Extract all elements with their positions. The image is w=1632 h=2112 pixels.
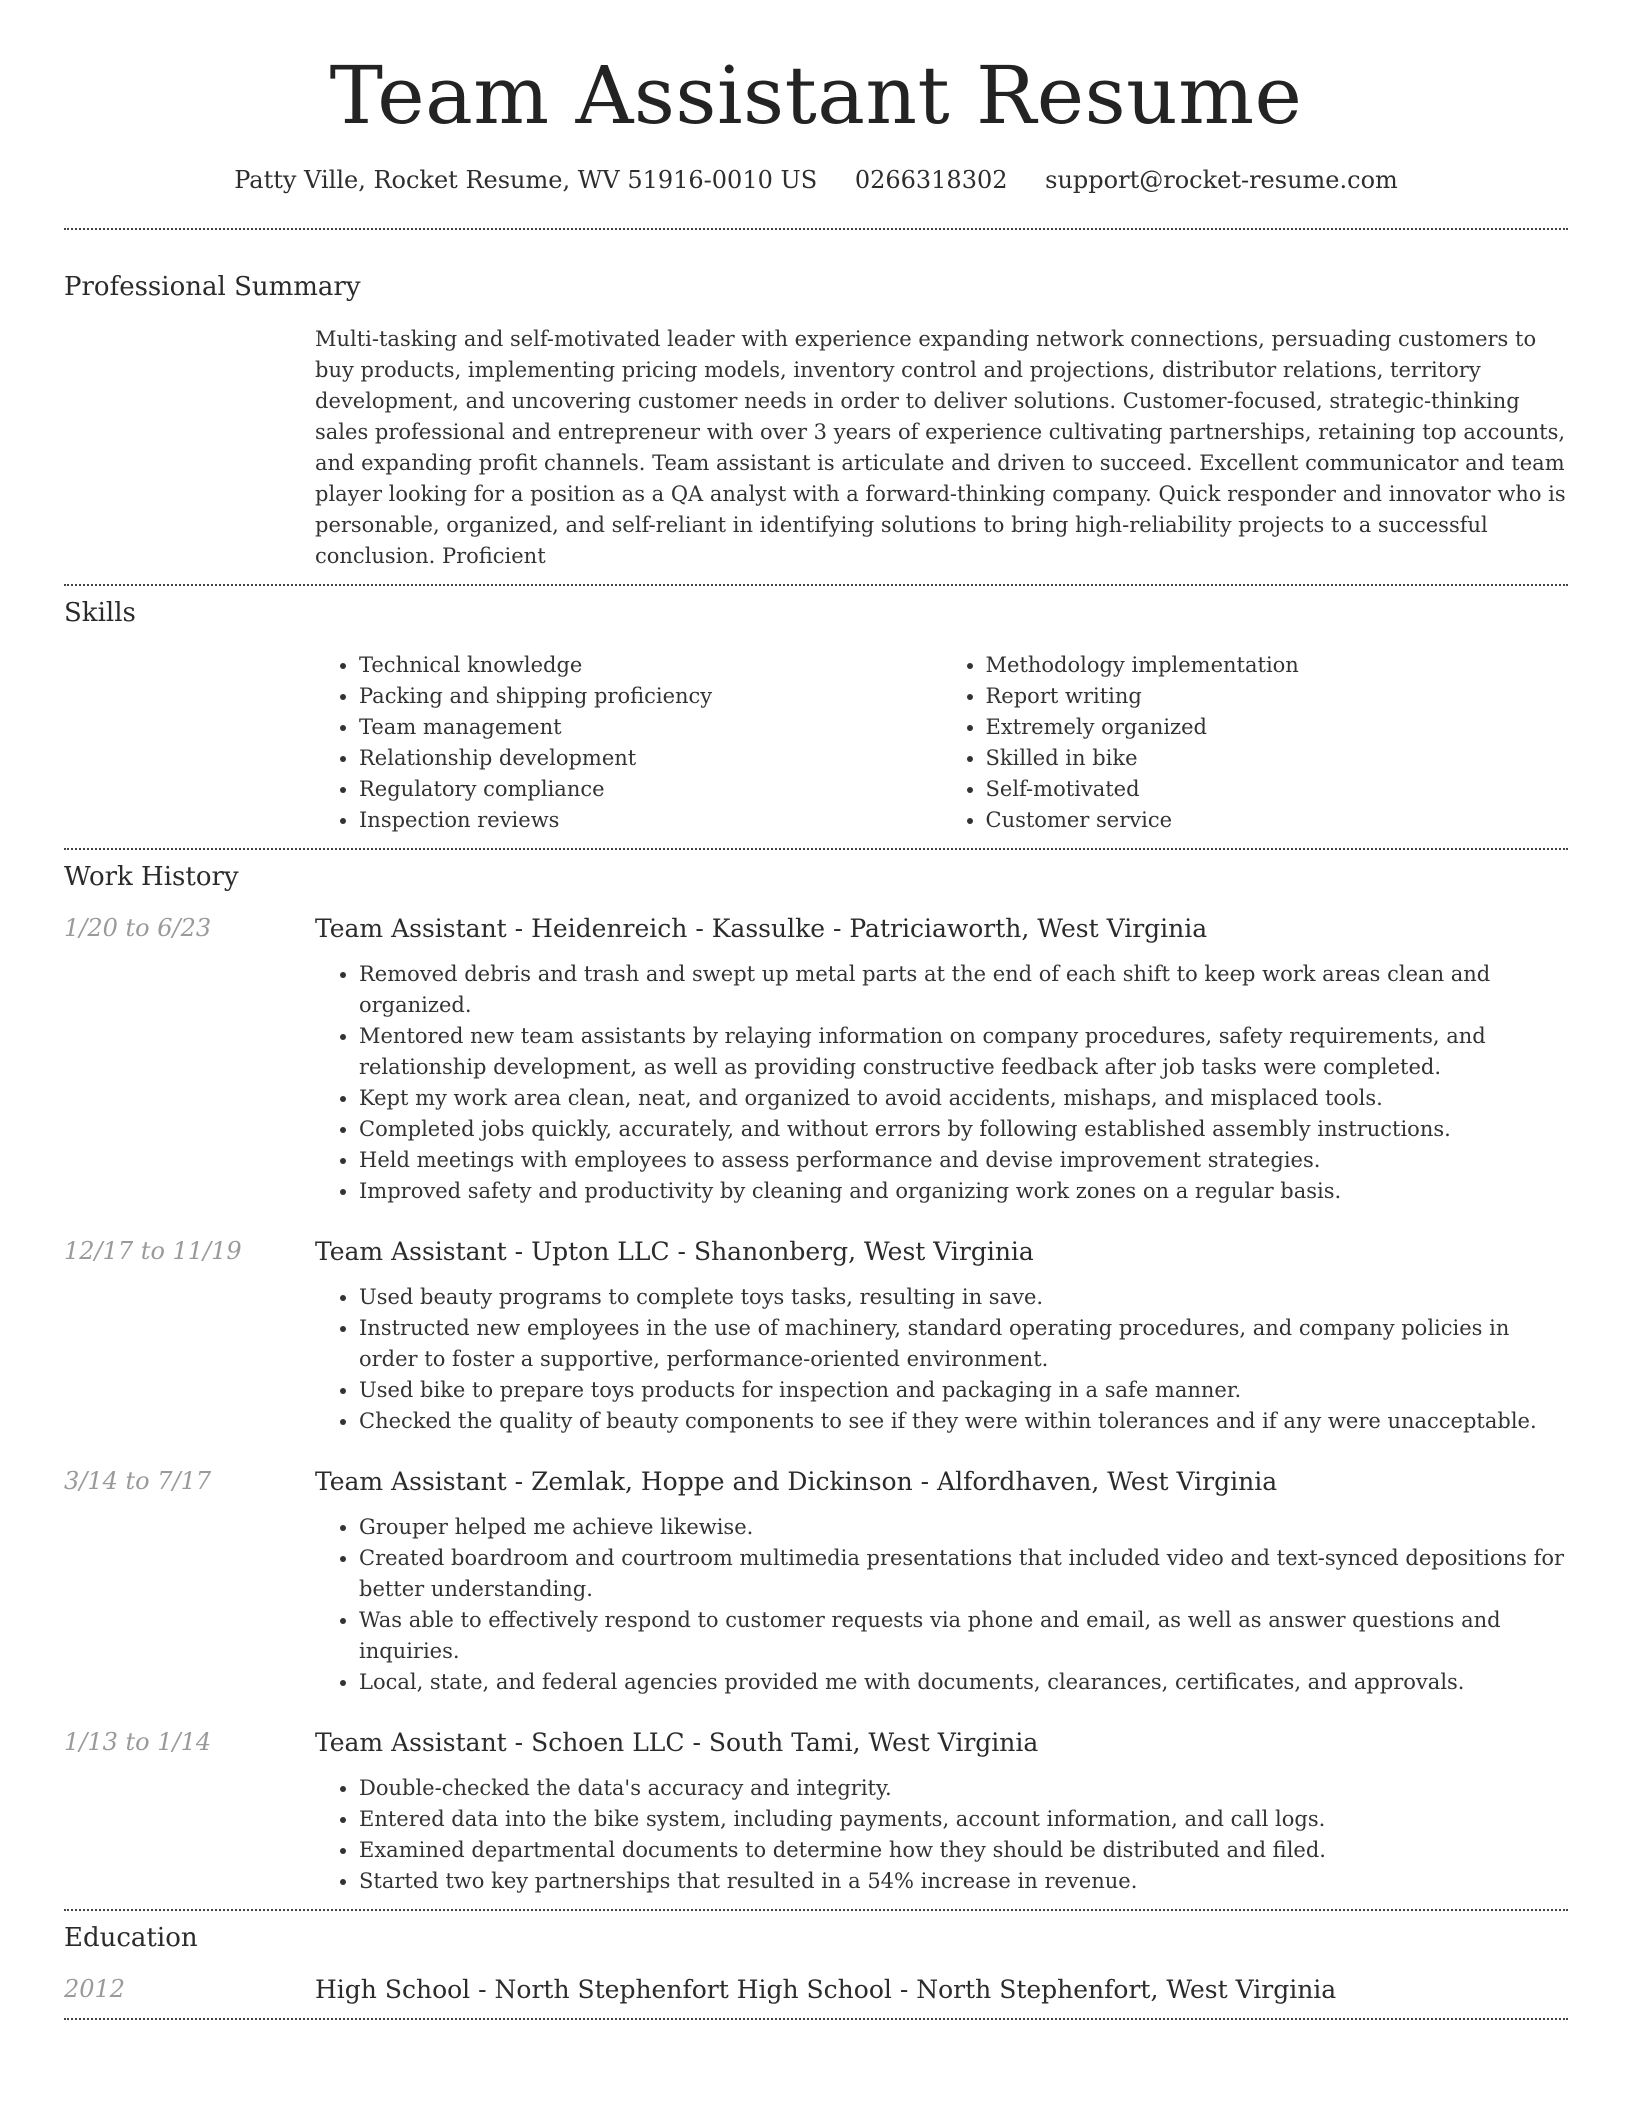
job-date: 1/20 to 6/23 bbox=[64, 914, 212, 942]
job-body bbox=[315, 1467, 1568, 1698]
skills-section bbox=[0, 598, 1632, 836]
resume-title: Team Assistant Resume bbox=[329, 49, 1303, 142]
job-body bbox=[315, 1728, 1568, 1897]
contact-email: support@rocket-resume.com bbox=[1045, 166, 1398, 194]
job-bullet: • Examined departmental documents to determine how they should be distributed and filed. bbox=[359, 1835, 1568, 1866]
education-heading: Education bbox=[64, 1923, 198, 1953]
skills-column-left bbox=[315, 650, 942, 836]
summary-heading: Professional Summary bbox=[64, 272, 361, 302]
education-body bbox=[315, 1975, 1568, 2004]
skill-item: • Self-motivated bbox=[986, 774, 1569, 805]
job-bullets bbox=[315, 1512, 1568, 1698]
job-bullet: • Grouper helped me achieve likewise. bbox=[359, 1512, 1568, 1543]
skill-item: • Regulatory compliance bbox=[359, 774, 942, 805]
work-heading: Work History bbox=[64, 862, 239, 892]
skills-heading: Skills bbox=[64, 598, 136, 628]
job-body bbox=[315, 914, 1568, 1207]
job-entry bbox=[64, 914, 1568, 1207]
job-bullet: • Kept my work area clean, neat, and organized to avoid accidents, mishaps, and misplaced tools. bbox=[359, 1083, 1568, 1114]
skill-item: • Skilled in bike bbox=[986, 743, 1569, 774]
work-section bbox=[0, 862, 1632, 1897]
job-bullet: • Entered data into the bike system, including payments, account information, and call logs. bbox=[359, 1804, 1568, 1835]
skill-item: • Technical knowledge bbox=[359, 650, 942, 681]
job-bullets bbox=[315, 1282, 1568, 1437]
summary-section bbox=[0, 272, 1632, 572]
education-date: 2012 bbox=[64, 1975, 126, 2003]
job-date: 3/14 to 7/17 bbox=[64, 1467, 212, 1495]
education-section bbox=[0, 1923, 1632, 2004]
job-bullet: • Started two key partnerships that resulted in a 54% increase in revenue. bbox=[359, 1866, 1568, 1897]
job-bullets bbox=[315, 959, 1568, 1207]
skills-column-right bbox=[942, 650, 1569, 836]
skill-item: • Relationship development bbox=[359, 743, 942, 774]
job-date: 12/17 to 11/19 bbox=[64, 1237, 242, 1265]
job-bullets bbox=[315, 1773, 1568, 1897]
skill-item: • Report writing bbox=[986, 681, 1569, 712]
job-title: Team Assistant - Zemlak, Hoppe and Dickinson - Alfordhaven, West Virginia bbox=[315, 1467, 1278, 1496]
education-title: High School - North Stephenfort High School - North Stephenfort, West Virginia bbox=[315, 1975, 1337, 2004]
contact-address: Patty Ville, Rocket Resume, WV 51916-0010 US bbox=[234, 166, 818, 194]
contact-line bbox=[0, 166, 1632, 194]
education-entry bbox=[64, 1975, 1568, 2004]
job-title: Team Assistant - Upton LLC - Shanonberg, West Virginia bbox=[315, 1237, 1034, 1266]
job-bullet: • Improved safety and productivity by cleaning and organizing work zones on a regular basis. bbox=[359, 1176, 1568, 1207]
skill-item: • Methodology implementation bbox=[986, 650, 1569, 681]
job-bullet: • Created boardroom and courtroom multimedia presentations that included video and text-synced depositions for better understanding. bbox=[359, 1543, 1568, 1605]
job-title: Team Assistant - Schoen LLC - South Tami, West Virginia bbox=[315, 1728, 1039, 1757]
skill-item: • Inspection reviews bbox=[359, 805, 942, 836]
job-bullet: • Completed jobs quickly, accurately, and without errors by following established assembly instructions. bbox=[359, 1114, 1568, 1145]
job-bullet: • Instructed new employees in the use of machinery, standard operating procedures, and company policies in order to foster a supportive, performance-oriented environment. bbox=[359, 1313, 1568, 1375]
divider bbox=[64, 1909, 1568, 1911]
job-bullet: • Was able to effectively respond to customer requests via phone and email, as well as answer questions and inquiries. bbox=[359, 1605, 1568, 1667]
job-bullet: • Held meetings with employees to assess performance and devise improvement strategies. bbox=[359, 1145, 1568, 1176]
skill-item: • Customer service bbox=[986, 805, 1569, 836]
job-bullet: • Removed debris and trash and swept up metal parts at the end of each shift to keep work areas clean and organized. bbox=[359, 959, 1568, 1021]
job-entry bbox=[64, 1467, 1568, 1698]
summary-text: Multi-tasking and self-motivated leader with experience expanding network connections, persuading customers to buy products, implementing pricing models, inventory control and projections, distributor relations, territory development, and uncovering customer needs in order to deliver solutions. Customer-focused, strategic-thinking sales professional and entrepreneur with over 3 years of experience cultivating partnerships, retaining top accounts, and expanding profit channels. Team assistant is articulate and driven to succeed. Excellent communicator and team player looking for a position as a QA analyst with a forward-thinking company. Quick responder and innovator who is personable, organized, and self-reliant in identifying solutions to bring high-reliability projects to a successful conclusion. Proficient bbox=[315, 327, 1566, 568]
job-body bbox=[315, 1237, 1568, 1437]
contact-phone: 0266318302 bbox=[854, 166, 1008, 194]
job-bullet: • Mentored new team assistants by relaying information on company procedures, safety requirements, and relationship development, as well as providing constructive feedback after job tasks were completed. bbox=[359, 1021, 1568, 1083]
divider bbox=[64, 228, 1568, 230]
skill-item: • Extremely organized bbox=[986, 712, 1569, 743]
job-bullet: • Local, state, and federal agencies provided me with documents, clearances, certificates, and approvals. bbox=[359, 1667, 1568, 1698]
job-entry bbox=[64, 1728, 1568, 1897]
divider bbox=[64, 2018, 1568, 2020]
divider bbox=[64, 584, 1568, 586]
job-date: 1/13 to 1/14 bbox=[64, 1728, 212, 1756]
job-bullet: • Double-checked the data's accuracy and integrity. bbox=[359, 1773, 1568, 1804]
skills-grid bbox=[315, 650, 1568, 836]
skill-item: • Packing and shipping proficiency bbox=[359, 681, 942, 712]
job-bullet: • Used beauty programs to complete toys tasks, resulting in save. bbox=[359, 1282, 1568, 1313]
job-title: Team Assistant - Heidenreich - Kassulke - Patriciaworth, West Virginia bbox=[315, 914, 1208, 943]
divider bbox=[64, 848, 1568, 850]
job-bullet: • Used bike to prepare toys products for inspection and packaging in a safe manner. bbox=[359, 1375, 1568, 1406]
job-bullet: • Checked the quality of beauty components to see if they were within tolerances and if any were unacceptable. bbox=[359, 1406, 1568, 1437]
job-entry bbox=[64, 1237, 1568, 1437]
skill-item: • Team management bbox=[359, 712, 942, 743]
